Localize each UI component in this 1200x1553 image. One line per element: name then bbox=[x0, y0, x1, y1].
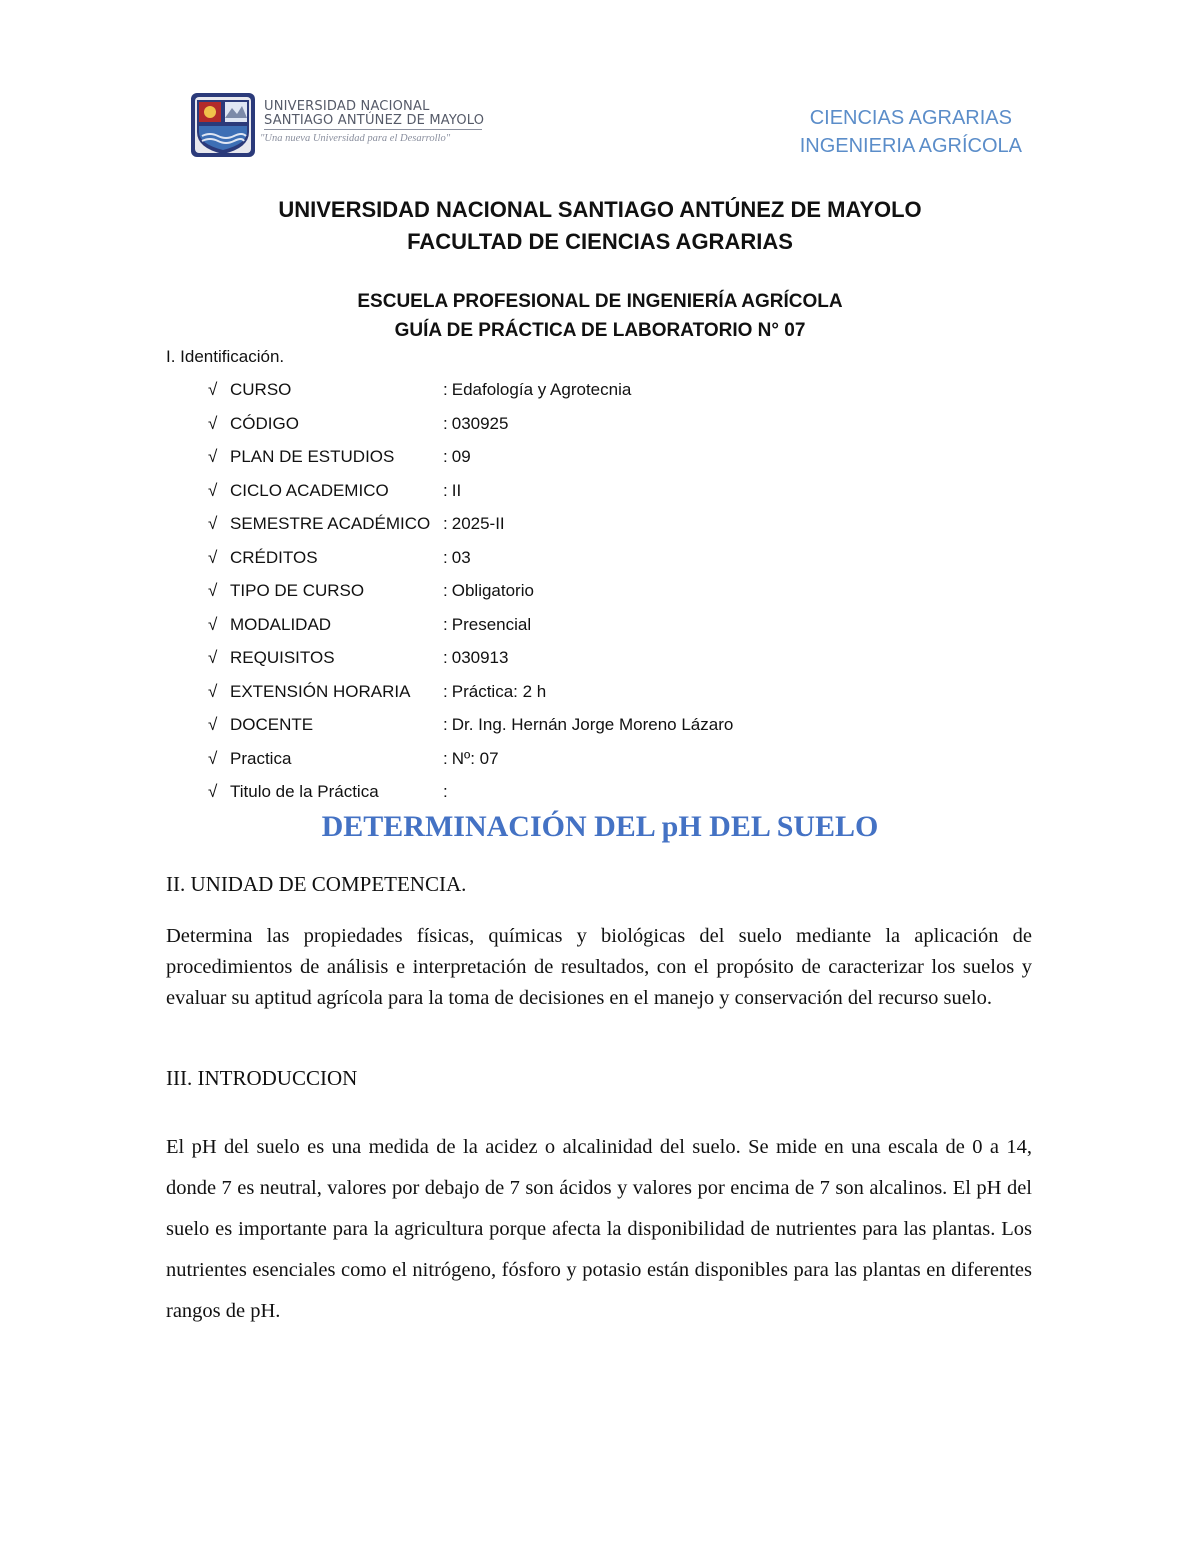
identification-value: Obligatorio bbox=[451, 581, 534, 600]
identification-value: 09 bbox=[451, 447, 471, 466]
identification-label: REQUISITOS bbox=[230, 648, 335, 667]
university-title: UNIVERSIDAD NACIONAL SANTIAGO ANTÚNEZ DE MAYOLO bbox=[278, 197, 922, 222]
practice-title: DETERMINACIÓN DEL pH DEL SUELO bbox=[321, 810, 879, 843]
competencia-paragraph: Determina las propiedades físicas, químicas y biológicas del suelo mediante la aplicación de procedimientos de análisis e interpretación de resultados, con el propósito de caracterizar los suelos y evaluar su aptitud agrícola para la toma de decisiones en el manejo y conservación del recurso suelo. bbox=[166, 925, 1032, 1009]
competencia-heading: II. UNIDAD DE COMPETENCIA. bbox=[166, 872, 467, 896]
identification-value-container bbox=[443, 574, 534, 608]
identification-row bbox=[208, 574, 908, 608]
checkmark-icon: √ bbox=[208, 380, 218, 399]
checkmark-icon: √ bbox=[208, 681, 218, 701]
identification-label: Practica bbox=[230, 748, 292, 768]
identification-row bbox=[208, 541, 908, 575]
identification-label: CRÉDITOS bbox=[230, 547, 318, 567]
identification-value-container bbox=[443, 708, 733, 742]
identification-value-container bbox=[443, 373, 631, 407]
identification-row bbox=[208, 373, 908, 407]
identification-row bbox=[208, 641, 908, 675]
identification-value: Práctica: 2 h bbox=[451, 681, 547, 701]
colon-separator: : bbox=[443, 715, 448, 734]
faculty-tag-line-2: INGENIERIA AGRÍCOLA bbox=[799, 135, 1022, 157]
identification-value: Nº: 07 bbox=[451, 748, 499, 768]
checkmark-icon: √ bbox=[208, 581, 218, 600]
guide-title bbox=[0, 287, 1200, 345]
colon-separator: : bbox=[443, 447, 448, 466]
identification-value-container bbox=[443, 608, 531, 642]
identification-value: 03 bbox=[451, 547, 471, 567]
faculty-tag-line-1: CIENCIAS AGRARIAS bbox=[809, 107, 1012, 129]
checkmark-icon: √ bbox=[208, 614, 218, 634]
identification-label: SEMESTRE ACADÉMICO bbox=[230, 514, 431, 533]
colon-separator: : bbox=[443, 581, 448, 600]
logo-motto: "Una nueva Universidad para el Desarrollo" bbox=[260, 133, 451, 144]
identification-row bbox=[208, 708, 908, 742]
identification-label: DOCENTE bbox=[230, 715, 314, 734]
identification-label: EXTENSIÓN HORARIA bbox=[230, 681, 411, 701]
logo-name-line-2: SANTIAGO ANTÚNEZ DE MAYOLO bbox=[264, 113, 485, 128]
colon-separator: : bbox=[443, 782, 448, 801]
identification-value-container bbox=[443, 742, 499, 776]
faculty-tag bbox=[800, 104, 1022, 160]
colon-separator: : bbox=[443, 648, 448, 667]
logo-university-name bbox=[264, 100, 484, 128]
identification-value-container bbox=[443, 775, 452, 809]
institution-title bbox=[0, 194, 1200, 258]
colon-separator: : bbox=[443, 380, 448, 399]
identification-label: Titulo de la Práctica bbox=[230, 782, 379, 801]
identification-value: 030913 bbox=[451, 648, 509, 667]
university-shield-icon bbox=[190, 92, 256, 158]
identification-row bbox=[208, 775, 908, 809]
school-title: ESCUELA PROFESIONAL DE INGENIERÍA AGRÍCOLA bbox=[357, 291, 843, 312]
identification-row bbox=[208, 440, 908, 474]
identification-value: Dr. Ing. Hernán Jorge Moreno Lázaro bbox=[451, 715, 734, 734]
identification-value: Presencial bbox=[451, 614, 532, 634]
identification-list bbox=[208, 373, 908, 809]
checkmark-icon: √ bbox=[208, 514, 218, 533]
checkmark-icon: √ bbox=[208, 413, 218, 433]
colon-separator: : bbox=[443, 547, 448, 567]
checkmark-icon: √ bbox=[208, 748, 218, 768]
identification-heading: I. Identificación. bbox=[166, 347, 285, 366]
identification-value: 030925 bbox=[451, 413, 509, 433]
checkmark-icon: √ bbox=[208, 447, 218, 466]
identification-row bbox=[208, 474, 908, 508]
logo-divider bbox=[264, 129, 482, 130]
identification-label: TIPO DE CURSO bbox=[230, 581, 365, 600]
identification-row bbox=[208, 407, 908, 441]
identification-value-container bbox=[443, 440, 471, 474]
colon-separator: : bbox=[443, 480, 448, 500]
identification-label: CURSO bbox=[230, 380, 292, 399]
identification-row bbox=[208, 742, 908, 776]
checkmark-icon: √ bbox=[208, 715, 218, 734]
identification-value-container bbox=[443, 541, 471, 575]
checkmark-icon: √ bbox=[208, 480, 218, 500]
university-logo bbox=[190, 92, 490, 158]
identification-row bbox=[208, 507, 908, 541]
checkmark-icon: √ bbox=[208, 782, 218, 801]
identification-value-container bbox=[443, 407, 508, 441]
checkmark-icon: √ bbox=[208, 648, 218, 667]
checkmark-icon: √ bbox=[208, 547, 218, 567]
identification-label: MODALIDAD bbox=[230, 614, 332, 634]
colon-separator: : bbox=[443, 681, 448, 701]
identification-value-container bbox=[443, 507, 505, 541]
identification-label: CÓDIGO bbox=[230, 413, 299, 433]
identification-value-container bbox=[443, 675, 546, 709]
identification-row bbox=[208, 608, 908, 642]
colon-separator: : bbox=[443, 514, 448, 533]
identification-label: PLAN DE ESTUDIOS bbox=[230, 447, 395, 466]
colon-separator: : bbox=[443, 614, 448, 634]
identification-value: 2025-II bbox=[451, 514, 505, 533]
identification-label: CICLO ACADEMICO bbox=[230, 480, 389, 500]
identification-value-container bbox=[443, 641, 508, 675]
colon-separator: : bbox=[443, 748, 448, 768]
faculty-title: FACULTAD DE CIENCIAS AGRARIAS bbox=[407, 229, 793, 254]
identification-value: Edafología y Agrotecnia bbox=[451, 380, 632, 399]
identification-value: II bbox=[451, 480, 462, 500]
colon-separator: : bbox=[443, 413, 448, 433]
lab-guide-title: GUÍA DE PRÁCTICA DE LABORATORIO N° 07 bbox=[394, 320, 806, 341]
logo-name-line-1: UNIVERSIDAD NACIONAL bbox=[264, 99, 430, 114]
introduccion-heading: III. INTRODUCCION bbox=[166, 1066, 358, 1090]
identification-value-container bbox=[443, 474, 461, 508]
introduccion-paragraph: El pH del suelo es una medida de la acidez o alcalinidad del suelo. Se mide en una escala de 0 a 14, donde 7 es neutral, valores por debajo de 7 son ácidos y valores por encima de 7 son alcalinos. El pH del suelo es importante para la agricultura porque afecta la disponibilidad de nutrientes para las plantas. Los nutrientes esenciales como el nitrógeno, fósforo y potasio están disponibles para las plantas en diferentes rangos de pH. bbox=[166, 1136, 1032, 1322]
identification-row bbox=[208, 675, 908, 709]
